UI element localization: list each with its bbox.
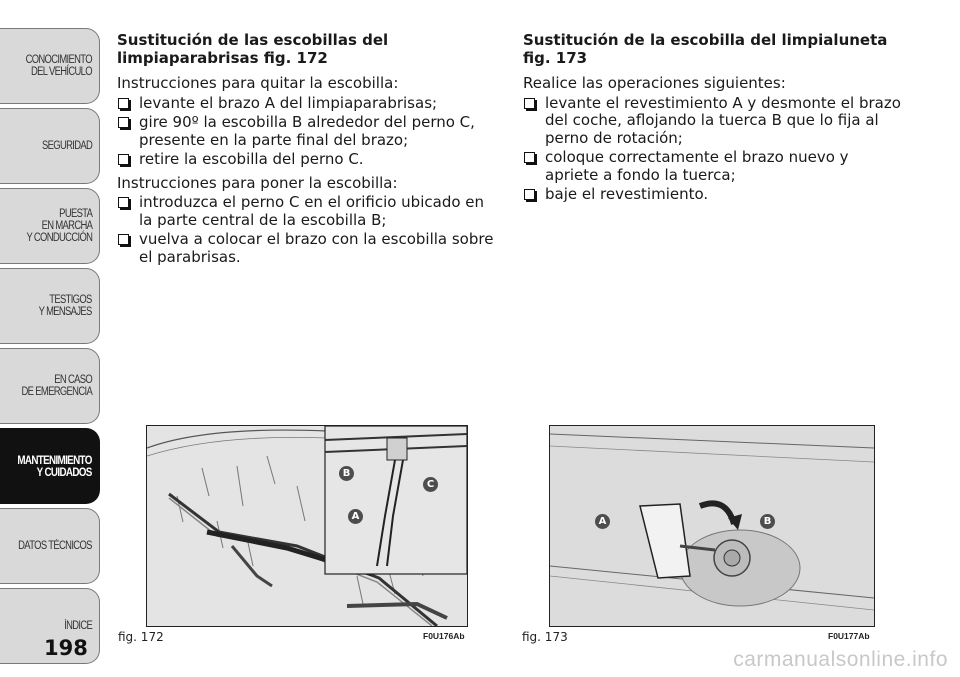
left-column [117, 32, 501, 272]
list-item: baje el revestimiento. [523, 186, 903, 204]
tab-label: CONOCIMIENTO DEL VEHÍCULO [25, 54, 92, 78]
figure-code: F0U176Ab [423, 631, 465, 641]
checkbox-bullet-icon [118, 98, 129, 109]
tab-datos-tecnicos[interactable] [0, 508, 100, 584]
callout-label: A [595, 514, 610, 529]
callout-label: A [348, 509, 363, 524]
list-item: levante el brazo A del limpiaparabrisas; [117, 95, 501, 113]
tab-testigos-y-mensajes[interactable] [0, 268, 100, 344]
tab-label: TESTIGOS Y MENSAJES [38, 294, 92, 318]
remove-steps-list [117, 95, 501, 169]
page-number: 198 [44, 636, 88, 660]
tab-label: DATOS TÉCNICOS [18, 540, 92, 552]
section-heading: Sustitución de la escobilla del limpialuneta fig. 173 [523, 31, 888, 67]
tab-seguridad[interactable] [0, 108, 100, 184]
list-item: introduzca el perno C en el orificio ubicado en la parte central de la escobilla B; [117, 194, 501, 229]
tab-label: MANTENIMIENTO Y CUIDADOS [17, 453, 92, 479]
figure-172-windshield-wiper [146, 425, 468, 627]
list-item: gire 90º la escobilla B alrededor del perno C, presente en la parte final del brazo; [117, 114, 501, 149]
tab-label: EN CASO DE EMERGENCIA [21, 374, 92, 398]
checkbox-bullet-icon [118, 154, 129, 165]
list-item: coloque correctamente el brazo nuevo y apriete a fondo la tuerca; [523, 149, 903, 184]
steps-list [523, 95, 903, 204]
list-item: levante el revestimiento A y desmonte el brazo del coche, aflojando la tuerca B que lo fija al perno de rotación; [523, 95, 903, 148]
checkbox-bullet-icon [524, 152, 535, 163]
tab-label: PUESTA EN MARCHA Y CONDUCCIÓN [26, 208, 92, 244]
watermark[interactable]: carmanualsonline.info [733, 648, 948, 671]
figure-caption: fig. 172 [118, 630, 164, 644]
tab-en-caso-de-emergencia[interactable] [0, 348, 100, 424]
instructions-intro: Realice las operaciones siguientes: [523, 74, 786, 92]
wiper-illustration [147, 426, 467, 626]
checkbox-bullet-icon [118, 117, 129, 128]
figure-code: F0U177Ab [828, 631, 870, 641]
tab-conocimiento-del-vehiculo[interactable] [0, 28, 100, 104]
checkbox-bullet-icon [118, 197, 129, 208]
tab-puesta-en-marcha[interactable] [0, 188, 100, 264]
callout-label: B [339, 466, 354, 481]
fit-steps-list [117, 194, 501, 266]
instructions-intro: Instrucciones para poner la escobilla: [117, 173, 398, 192]
right-column [523, 32, 903, 210]
checkbox-bullet-icon [524, 189, 535, 200]
figure-caption: fig. 173 [522, 630, 568, 644]
checkbox-bullet-icon [524, 98, 535, 109]
tab-label: ÍNDICE [63, 620, 92, 632]
callout-label: B [760, 514, 775, 529]
list-item: vuelva a colocar el brazo con la escobilla sobre el parabrisas. [117, 231, 501, 266]
tab-label: SEGURIDAD [41, 140, 92, 152]
checkbox-bullet-icon [118, 234, 129, 245]
list-item: retire la escobilla del perno C. [117, 151, 501, 169]
tab-mantenimiento-y-cuidados[interactable] [0, 428, 100, 504]
instructions-intro: Instrucciones para quitar la escobilla: [117, 74, 399, 92]
callout-label: C [423, 477, 438, 492]
section-heading: Sustitución de las escobillas del limpiaparabrisas fig. 172 [117, 31, 389, 67]
